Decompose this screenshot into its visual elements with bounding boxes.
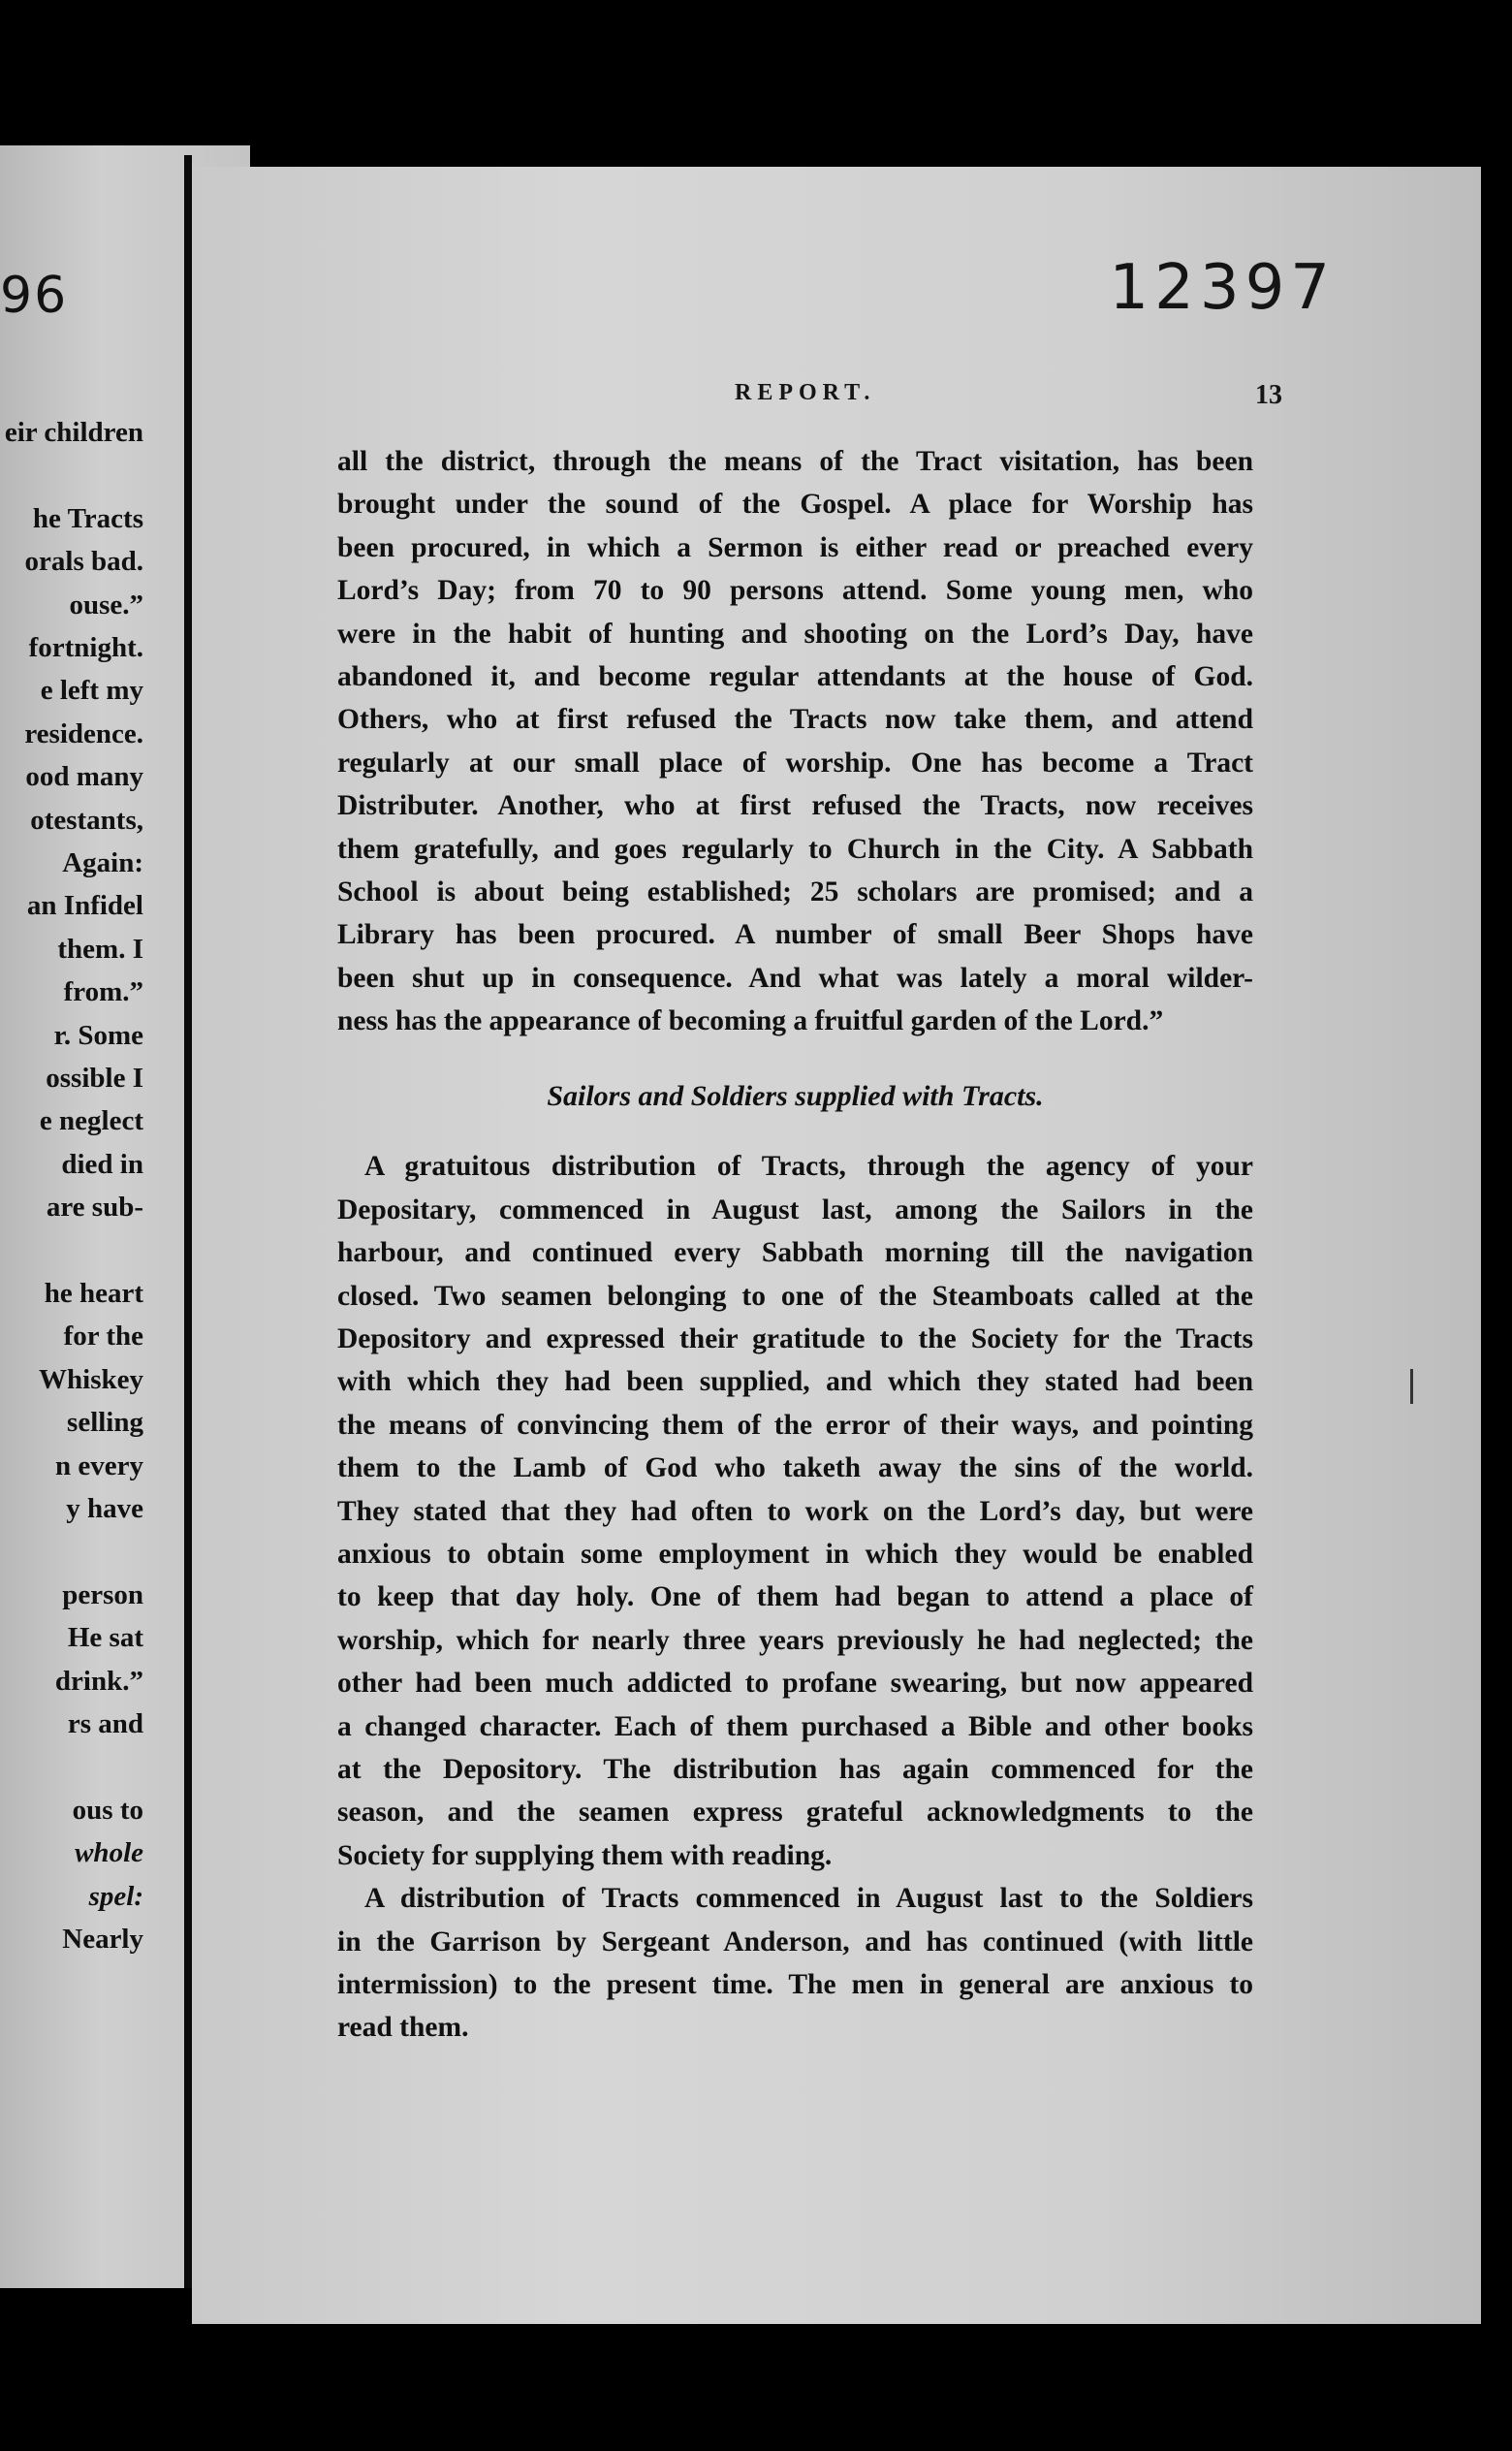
body-text xyxy=(337,440,1253,2050)
left-page-line: Nearly xyxy=(62,1924,143,1955)
left-page-line: Again: xyxy=(62,847,143,878)
page-folio: 13 xyxy=(1255,380,1282,410)
text-line: intermission) to the present time. The men in general are anxious to xyxy=(337,1968,1253,2000)
left-page-line: n every xyxy=(55,1449,143,1481)
text-line: anxious to obtain some employment in which they would be enabled xyxy=(337,1538,1253,1570)
left-page-line: Whiskey xyxy=(39,1363,143,1395)
left-page-line: selling xyxy=(67,1407,143,1439)
left-page-number: 96 xyxy=(0,267,69,325)
left-page-line: he heart xyxy=(44,1278,143,1309)
text-line: Society for supplying them with reading. xyxy=(337,1839,833,1871)
text-line: ness has the appearance of becoming a fruitful garden of the Lord.” xyxy=(337,1005,1164,1037)
left-page-line: ous to xyxy=(72,1794,143,1826)
text-line: to keep that day holy. One of them had began to attend a place of xyxy=(337,1581,1253,1613)
left-page-line: residence. xyxy=(24,717,143,749)
left-page-line: them. I xyxy=(57,933,143,965)
main-page xyxy=(192,167,1481,2324)
left-page-line: died in xyxy=(61,1148,143,1180)
left-page-line: fortnight. xyxy=(28,632,143,663)
text-line: been procured, in which a Sermon is either read or preached every xyxy=(337,531,1253,563)
text-line: A distribution of Tracts commenced in August last to the Soldiers xyxy=(364,1883,1253,1915)
left-page-line: ood many xyxy=(25,761,143,793)
left-page-line: e left my xyxy=(40,675,143,707)
left-page-line: ossible I xyxy=(46,1063,143,1094)
left-page-line: r. Some xyxy=(53,1019,143,1051)
left-page-line: whole xyxy=(75,1837,143,1869)
text-line: Distributer. Another, who at first refused the Tracts, now receives xyxy=(337,790,1253,822)
text-line: harbour, and continued every Sabbath morning till the navigation xyxy=(337,1237,1253,1269)
text-line: Others, who at first refused the Tracts now take them, and attend xyxy=(337,704,1253,736)
text-line: Lord’s Day; from 70 to 90 persons attend. Some young men, who xyxy=(337,575,1253,607)
left-page-line: orals bad. xyxy=(24,546,143,578)
section-heading: Sailors and Soldiers supplied with Tracts. xyxy=(547,1080,1044,1113)
left-page-line: eir children xyxy=(4,417,143,448)
left-page-line: ouse.” xyxy=(69,589,143,621)
text-line: closed. Two seamen belonging to one of the Steamboats called at the xyxy=(337,1280,1253,1312)
running-head: REPORT. xyxy=(735,380,876,405)
left-page-line: otestants, xyxy=(30,804,143,836)
text-line: Depositary, commenced in August last, among the Sailors in the xyxy=(337,1194,1253,1226)
left-page-line: person xyxy=(62,1578,143,1610)
paragraph-3 xyxy=(337,1877,1253,2050)
text-line: read them. xyxy=(337,2012,469,2044)
text-line: them gratefully, and goes regularly to Church in the City. A Sabbath xyxy=(337,833,1253,865)
text-line: with which they had been supplied, and which they stated had been xyxy=(337,1366,1253,1398)
margin-mark xyxy=(1410,1369,1413,1404)
left-page-line: an Infidel xyxy=(26,890,143,922)
left-page-line: spel: xyxy=(88,1880,143,1912)
left-page-line: he Tracts xyxy=(32,502,143,534)
text-line: Library has been procured. A number of small Beer Shops have xyxy=(337,919,1253,951)
text-line: regularly at our small place of worship. One has become a Tract xyxy=(337,747,1253,779)
text-line: a changed character. Each of them purchased a Bible and other books xyxy=(337,1710,1253,1742)
book-gutter xyxy=(184,155,192,2288)
left-page-line: rs and xyxy=(67,1708,143,1739)
text-line: brought under the sound of the Gospel. A place for Worship has xyxy=(337,489,1253,521)
left-page-line: are sub- xyxy=(46,1192,143,1224)
text-line: other had been much addicted to profane swearing, but now appeared xyxy=(337,1668,1253,1700)
text-line: at the Depository. The distribution has again commenced for the xyxy=(337,1753,1253,1785)
left-page-line: from.” xyxy=(63,976,143,1008)
paragraph-1 xyxy=(337,440,1253,1042)
text-line: them to the Lamb of God who taketh away the sins of the world. xyxy=(337,1452,1253,1484)
stamp-number: 12397 xyxy=(1109,252,1336,324)
text-line: worship, which for nearly three years previously he had neglected; the xyxy=(337,1624,1253,1656)
text-line: in the Garrison by Sergeant Anderson, and has continued (with little xyxy=(337,1926,1253,1958)
text-line: the means of convincing them of the error of their ways, and pointing xyxy=(337,1409,1253,1441)
text-line: season, and the seamen express grateful acknowledgments to the xyxy=(337,1797,1253,1829)
paragraph-2 xyxy=(337,1145,1253,1877)
text-line: They stated that they had often to work on the Lord’s day, but were xyxy=(337,1495,1253,1527)
text-line: School is about being established; 25 scholars are promised; and a xyxy=(337,875,1253,907)
left-page-line: He sat xyxy=(67,1622,143,1654)
text-line: abandoned it, and become regular attendants at the house of God. xyxy=(337,660,1253,692)
text-line: been shut up in consequence. And what was lately a moral wilder- xyxy=(337,962,1253,994)
left-page-line: for the xyxy=(63,1321,143,1353)
text-line: Depository and expressed their gratitude to the Society for the Tracts xyxy=(337,1323,1253,1355)
left-page-line: e neglect xyxy=(39,1105,143,1137)
left-page-line: y have xyxy=(66,1493,143,1524)
left-page-line: drink.” xyxy=(54,1665,143,1697)
text-line: A gratuitous distribution of Tracts, through the agency of your xyxy=(364,1151,1253,1183)
text-line: all the district, through the means of the Tract visitation, has been xyxy=(337,446,1253,477)
text-line: were in the habit of hunting and shooting on the Lord’s Day, have xyxy=(337,618,1253,650)
